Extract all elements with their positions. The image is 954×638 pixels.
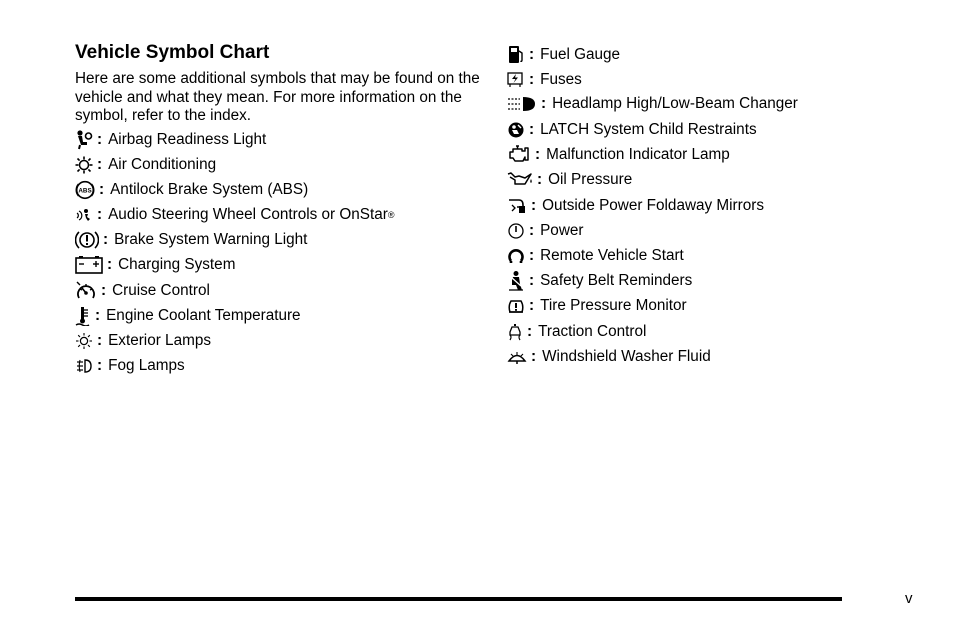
symbol-label: Fog Lamps (108, 357, 185, 374)
symbol-item-washer-fluid: : Windshield Washer Fluid (507, 345, 711, 369)
symbol-item-cruise-control: : Cruise Control (75, 279, 210, 303)
symbol-label: Tire Pressure Monitor (540, 297, 687, 314)
symbol-item-latch: : LATCH System Child Restraints (507, 118, 757, 142)
symbol-label: Charging System (118, 256, 236, 273)
symbol-label: Air Conditioning (108, 156, 217, 173)
safety-belt-icon (507, 270, 525, 292)
washer-fluid-icon (507, 348, 527, 366)
airbag-icon (75, 130, 93, 150)
symbol-item-oil-pressure: : Oil Pressure (507, 168, 632, 192)
cruise-control-icon (75, 280, 97, 302)
traction-control-icon (507, 323, 523, 341)
symbol-label: Windshield Washer Fluid (542, 348, 711, 365)
oil-pressure-icon (507, 170, 533, 190)
symbol-item-remote-start: : Remote Vehicle Start (507, 244, 684, 268)
symbol-item-fuses: : Fuses (507, 68, 582, 92)
symbol-item-traction-control: : Traction Control (507, 320, 646, 344)
symbol-label: Headlamp High/Low-Beam Changer (552, 95, 798, 112)
intro-paragraph: Here are some additional symbols that may be found on the vehicle and what they mean. For more information on the symbol, refer to the index. (75, 70, 480, 124)
fog-lamps-icon (75, 357, 93, 375)
symbol-label: Airbag Readiness Light (108, 131, 267, 148)
symbol-label: Safety Belt Reminders (540, 272, 693, 289)
symbol-label: LATCH System Child Restraints (540, 121, 757, 138)
battery-icon (75, 255, 103, 275)
headlamp-beam-icon (507, 95, 537, 113)
symbol-label: Exterior Lamps (108, 332, 211, 349)
symbol-item-fog-lamps: : Fog Lamps (75, 354, 185, 378)
symbol-label: Oil Pressure (548, 171, 633, 188)
symbol-item-brake-warning: : Brake System Warning Light (75, 228, 307, 252)
symbol-label: Cruise Control (112, 282, 210, 299)
symbol-item-malfunction: : Malfunction Indicator Lamp (507, 143, 730, 167)
symbol-label: Traction Control (538, 323, 647, 340)
symbol-item-airbag: : Airbag Readiness Light (75, 128, 266, 152)
symbol-label: Engine Coolant Temperature (106, 307, 301, 324)
remote-start-icon (507, 247, 525, 265)
air-conditioning-icon (75, 156, 93, 174)
symbol-item-air-conditioning: : Air Conditioning (75, 153, 216, 177)
symbol-item-charging: : Charging System (75, 253, 235, 277)
symbol-item-tire-pressure: : Tire Pressure Monitor (507, 294, 687, 318)
brake-warning-icon (75, 229, 99, 251)
symbol-item-abs: ABS : Antilock Brake System (ABS) (75, 178, 308, 202)
svg-text:ABS: ABS (78, 187, 92, 195)
audio-steering-icon (75, 207, 93, 223)
symbol-label: Fuel Gauge (540, 46, 621, 63)
page-number: v (905, 590, 913, 607)
symbol-item-exterior-lamps: : Exterior Lamps (75, 329, 211, 353)
latch-child-restraint-icon (507, 121, 525, 139)
symbol-label: Antilock Brake System (ABS) (110, 181, 309, 198)
abs-icon (75, 180, 95, 200)
symbol-label: Audio Steering Wheel Controls or OnStar (108, 206, 388, 223)
symbol-item-headlamp: : Headlamp High/Low-Beam Changer (507, 92, 798, 116)
footer-rule (75, 597, 842, 601)
symbol-item-power: : Power (507, 219, 583, 243)
malfunction-engine-icon (507, 144, 531, 166)
symbol-label: Power (540, 222, 584, 239)
symbol-item-fuel-gauge: : Fuel Gauge (507, 43, 620, 67)
symbol-item-audio-steering: : Audio Steering Wheel Controls or OnStar ® (75, 203, 394, 227)
symbol-label: Outside Power Foldaway Mirrors (542, 197, 764, 214)
symbol-label: Malfunction Indicator Lamp (546, 146, 730, 163)
fuel-gauge-icon (507, 45, 525, 65)
tire-pressure-icon (507, 297, 525, 315)
symbol-item-foldaway-mirrors: : Outside Power Foldaway Mirrors (507, 194, 764, 218)
symbol-label: Remote Vehicle Start (540, 247, 684, 264)
symbol-item-safety-belt: : Safety Belt Reminders (507, 269, 692, 293)
fuses-icon (507, 72, 525, 88)
symbol-label: Brake System Warning Light (114, 231, 308, 248)
power-icon (507, 222, 525, 240)
exterior-lamps-icon (75, 332, 93, 350)
symbol-label: Fuses (540, 71, 582, 88)
symbol-item-coolant: : Engine Coolant Temperature (75, 304, 301, 328)
foldaway-mirror-icon (507, 197, 527, 215)
coolant-temperature-icon (75, 306, 91, 326)
page-title: Vehicle Symbol Chart (75, 42, 270, 63)
